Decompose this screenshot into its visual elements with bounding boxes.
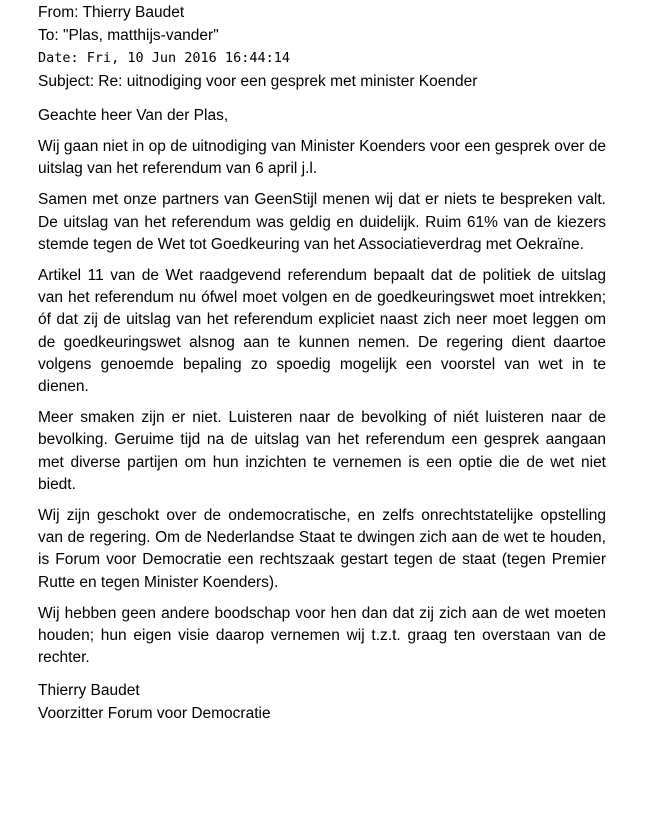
salutation: Geachte heer Van der Plas, bbox=[38, 107, 229, 124]
paragraph-4: Meer smaken zijn er niet. Luisteren naar de bevolking of niét luisteren naar de bevolking. Geruime tijd na de uitslag van het referendum een gesprek aangaan met diverse partijen om hun inzichten te vernemen is een optie die de wet niet biedt. bbox=[38, 409, 606, 493]
paragraph-3: Artikel 11 van de Wet raadgevend referendum bepaalt dat de politiek de uitslag van het referendum nu ófwel moet volgen en de goedkeuringswet moet intrekken; óf dat zij de uitslag van het referendum expliciet naast zich neer moet leggen om de goedkeuringswet alsnog aan te kunnen nemen. De regering dient daartoe volgens genoemde bepaling zo spoedig mogelijk een voorstel van wet in te dienen. bbox=[38, 267, 606, 396]
signature-title: Voorzitter Forum voor Democratie bbox=[38, 705, 271, 723]
signature-name: Thierry Baudet bbox=[38, 682, 140, 700]
email-header bbox=[38, 0, 606, 93]
subject-line: Subject: Re: uitnodiging voor een gesprek met minister Koender bbox=[38, 73, 478, 90]
paragraph-1: Wij gaan niet in op de uitnodiging van Minister Koenders voor een gesprek over de uitslag van het referendum van 6 april j.l. bbox=[38, 138, 606, 178]
to-line: To: "Plas, matthijs-vander" bbox=[38, 27, 219, 44]
date-line: Date: Fri, 10 Jun 2016 16:44:14 bbox=[38, 50, 290, 66]
from-line: From: Thierry Baudet bbox=[38, 4, 185, 21]
email-document bbox=[38, 0, 606, 725]
paragraph-5: Wij zijn geschokt over de ondemocratische, en zelfs onrechtstatelijke opstelling van de regering. Om de Nederlandse Staat te dwingen zich aan de wet te houden, is Forum voor Democratie een rechtszaak gestart tegen de staat (tegen Premier Rutte en tegen Minister Koenders). bbox=[38, 507, 606, 591]
paragraph-2: Samen met onze partners van GeenStijl menen wij dat er niets te bespreken valt. De uitslag van het referendum was geldig en duidelijk. Ruim 61% van de kiezers stemde tegen de Wet tot Goedkeuring van het Associatieverdrag met Oekraïne. bbox=[38, 191, 606, 253]
paragraph-6: Wij hebben geen andere boodschap voor hen dan dat zij zich aan de wet moeten houden; hun eigen visie daarop vernemen wij t.z.t. graag ten overstaan van de rechter. bbox=[38, 604, 606, 667]
signature-block bbox=[38, 679, 606, 725]
